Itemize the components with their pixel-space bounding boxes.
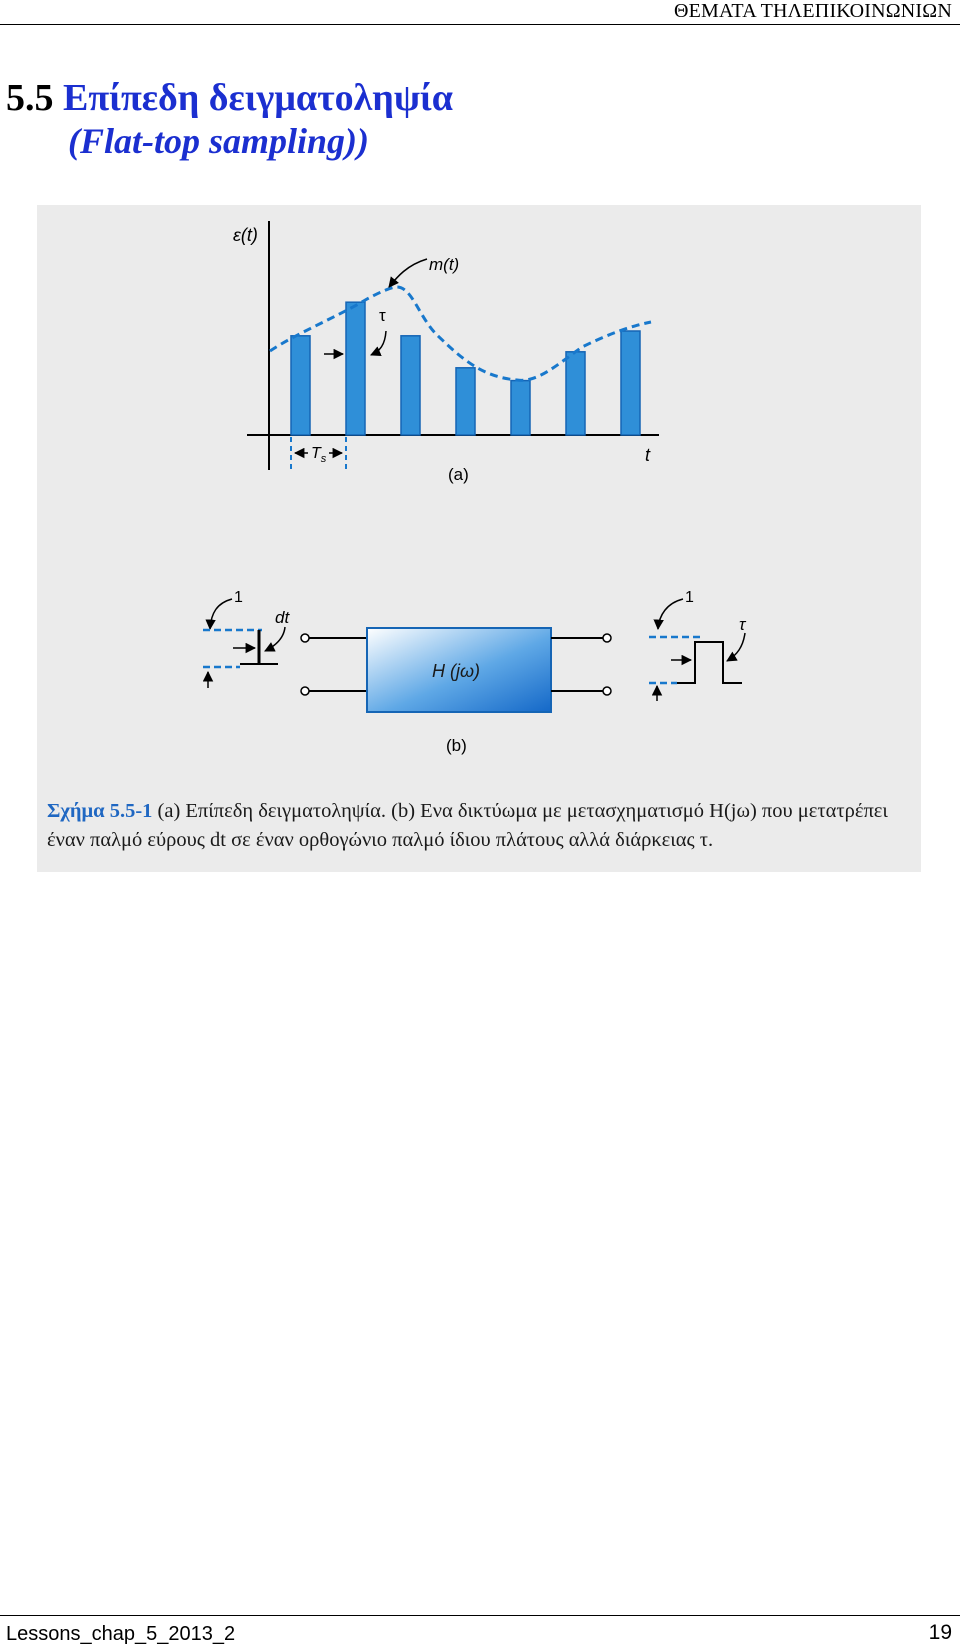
input-terminal-bottom: [301, 687, 309, 695]
sample-pulse: [291, 336, 310, 435]
output-rect-pulse: [677, 642, 742, 683]
signal-pointer: [389, 259, 427, 287]
panel-b: [203, 589, 747, 755]
sample-pulse: [346, 302, 365, 435]
ts-label-subscript: s: [320, 453, 327, 465]
ts-label: [311, 445, 327, 465]
panel-b-label: (b): [446, 736, 467, 755]
panel-a-label: (a): [448, 465, 469, 484]
output-terminal-top: [603, 634, 611, 642]
sample-pulse: [456, 368, 475, 435]
footer-file-name: Lessons_chap_5_2013_2: [6, 1623, 236, 1645]
input-width-label: dt: [275, 608, 290, 627]
caption-lead: Σχήμα 5.5-1: [47, 800, 153, 822]
panel-a: [233, 221, 659, 484]
sample-pulse: [401, 336, 420, 435]
input-amplitude-label: 1: [234, 589, 243, 606]
pulse-width-label: τ: [379, 306, 386, 325]
caption-text: (a) Επίπεδη δειγματοληψία. (b) Ενα δικτύωμα με μετασχηματισμό H(jω) που μετατρέπει έναν παλμό εύρους dt σε έναν ορθογώνιο παλμό ίδιου πλάτους αλλά διάρκειας τ.: [47, 800, 888, 851]
output-terminal-bottom: [603, 687, 611, 695]
page-number: 19: [928, 1621, 952, 1644]
output-top-arrow: [658, 599, 683, 629]
y-axis-label: ε(t): [233, 225, 258, 245]
section-number: 5.5: [6, 77, 54, 119]
output-width-label: τ: [739, 615, 746, 634]
x-axis-label: t: [645, 445, 651, 465]
signal-label: m(t): [429, 255, 460, 274]
sample-bars: [291, 302, 640, 435]
section-title: [6, 76, 453, 120]
section-subtitle: (Flat-top sampling)): [68, 121, 370, 161]
header-rule: [0, 24, 960, 25]
section-title-text: Επίπεδη δειγματοληψία: [63, 77, 453, 119]
system-label: H (jω): [432, 661, 481, 681]
tau-out-arrow-right: [727, 633, 745, 661]
sample-pulse: [511, 381, 530, 435]
figure: [37, 205, 921, 872]
input-top-arrow: [210, 599, 232, 629]
ts-label-main: T: [311, 445, 321, 462]
output-amplitude-label: 1: [685, 589, 694, 606]
message-signal-curve: [270, 287, 651, 380]
sample-pulse: [566, 352, 585, 435]
tau-arrow-right: [371, 331, 386, 355]
figure-caption: [47, 797, 917, 855]
footer-rule: [0, 1615, 960, 1616]
running-header: ΘΕΜΑΤΑ ΤΗΛΕΠΙΚΟΙΝΩΝΙΩΝ: [673, 0, 952, 22]
input-terminal-top: [301, 634, 309, 642]
figure-drawing: [37, 205, 921, 872]
dt-arrow-right: [265, 627, 285, 651]
sample-pulse: [621, 331, 640, 435]
